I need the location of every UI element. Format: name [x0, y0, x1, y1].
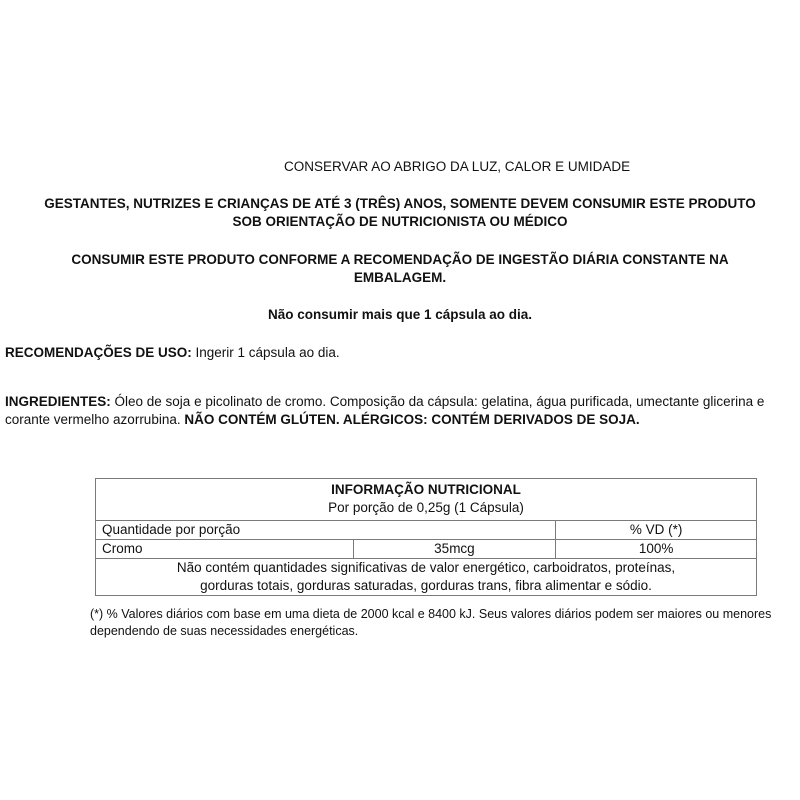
nutrient-amount: 35mcg	[353, 540, 556, 559]
nutrition-note-line-1: Não contém quantidades significativas de valor energético, carboidratos, proteínas,	[176, 560, 676, 575]
nutrition-note-cell	[96, 559, 757, 596]
usage-text: Ingerir 1 cápsula ao dia.	[191, 345, 340, 360]
warning-line-1: GESTANTES, NUTRIZES E CRIANÇAS DE ATÉ 3 (TRÊS) ANOS, SOMENTE DEVEM CONSUMIR ESTE PRODUTO	[44, 196, 756, 211]
usage-label: RECOMENDAÇÕES DE USO:	[5, 345, 192, 360]
consume-line-1: CONSUMIR ESTE PRODUTO CONFORME A RECOMENDAÇÃO DE INGESTÃO DIÁRIA CONSTANTE NA	[71, 252, 729, 267]
table-row	[96, 540, 757, 559]
dosage-limit: Não consumir mais que 1 cápsula ao dia.	[267, 307, 533, 322]
nutrition-title: INFORMAÇÃO NUTRICIONAL	[331, 482, 521, 497]
usage-recommendation	[5, 344, 340, 362]
nutrition-title-cell	[96, 479, 757, 521]
table-header-row	[96, 521, 757, 540]
consume-line-2: EMBALAGEM.	[353, 270, 447, 285]
ingredients-text-2: corante vermelho azorrubina.	[5, 412, 185, 427]
nutrient-name: Cromo	[96, 540, 354, 559]
daily-value-footnote: (*) % Valores diários com base em uma dieta de 2000 kcal e 8400 kJ. Seus valores diários podem ser maiores ou menores dependendo de suas necessidades energéticas.	[90, 607, 772, 638]
ingredients-line-2	[5, 411, 640, 429]
quantity-header: Quantidade por porção	[96, 521, 556, 540]
vd-header: % VD (*)	[556, 521, 757, 540]
warning-line-2: SOB ORIENTAÇÃO DE NUTRICIONISTA OU MÉDICO	[232, 214, 568, 229]
ingredients-text-1: Óleo de soja e picolinato de cromo. Composição da cápsula: gelatina, água purificada, umectante glicerina e	[110, 394, 765, 409]
nutrition-table	[95, 478, 757, 596]
storage-instruction: CONSERVAR AO ABRIGO DA LUZ, CALOR E UMIDADE	[284, 159, 631, 174]
ingredients-label: INGREDIENTES:	[5, 394, 111, 409]
nutrition-note-line-2: gorduras totais, gorduras saturadas, gorduras trans, fibra alimentar e sódio.	[200, 578, 652, 593]
allergen-warning: NÃO CONTÉM GLÚTEN. ALÉRGICOS: CONTÉM DERIVADOS DE SOJA.	[184, 412, 640, 427]
ingredients-line-1	[5, 393, 764, 411]
nutrition-portion: Por porção de 0,25g (1 Cápsula)	[328, 500, 524, 515]
nutrient-vd: 100%	[556, 540, 757, 559]
